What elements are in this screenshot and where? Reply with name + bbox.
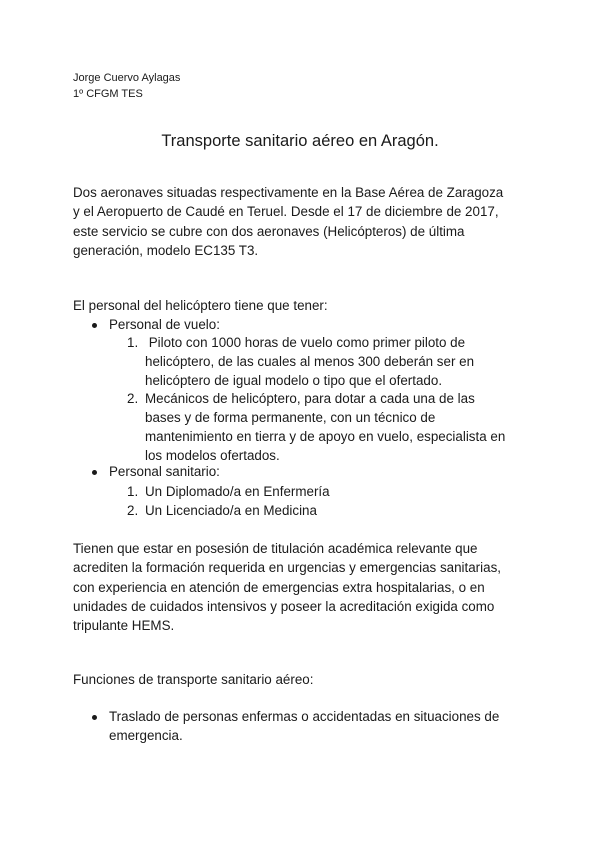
personnel-heading: El personal del helicóptero tiene que tener:: [73, 298, 328, 313]
page-title: Transporte sanitario aéreo en Aragón.: [161, 132, 439, 150]
qualification-line: con experiencia en atención de emergencias extra hospitalarias, o en: [73, 579, 485, 595]
function-item-line: Traslado de personas enfermas o accidentadas en situaciones de: [109, 709, 500, 724]
list-number: 1.: [127, 484, 139, 499]
list-item-line: Piloto con 1000 horas de vuelo como primer piloto de: [145, 335, 466, 350]
qualification-line: acrediten la formación requerida en urgencias y emergencias sanitarias,: [73, 560, 501, 576]
list-item-line: mantenimiento en tierra y de apoyo en vuelo, especialista en: [145, 429, 506, 444]
list-number: 2.: [127, 391, 139, 406]
functions-heading: Funciones de transporte sanitario aéreo:: [73, 672, 314, 687]
qualification-line: unidades de cuidados intensivos y poseer la acreditación exigida como: [73, 598, 495, 614]
qualification-line: tripulante HEMS.: [73, 618, 175, 634]
list-item-line: helicóptero, de las cuales al menos 300 deberán ser en: [145, 354, 475, 369]
flight-staff-label: Personal de vuelo:: [109, 317, 220, 332]
intro-line: Dos aeronaves situadas respectivamente en la Base Aérea de Zaragoza: [73, 185, 504, 200]
list-item: [145, 389, 505, 465]
qualification-line: Tienen que estar en posesión de titulación académica relevante que: [73, 541, 478, 556]
intro-line: este servicio se cubre con dos aeronaves (Helicópteros) de última: [73, 223, 465, 239]
list-number: 2.: [127, 503, 139, 518]
list-item-line: bases y de forma permanente, con un técnico de: [145, 410, 436, 425]
intro-line: y el Aeropuerto de Caudé en Teruel. Desde el 17 de diciembre de 2017,: [73, 204, 499, 220]
author-name: Jorge Cuervo Aylagas: [73, 72, 181, 84]
bullet-icon: [92, 715, 97, 720]
bullet-icon: [92, 323, 97, 328]
bullet-icon: [92, 470, 97, 475]
qualification-paragraph: [73, 539, 533, 635]
function-item-line: emergencia.: [109, 728, 183, 743]
intro-paragraph: [73, 183, 533, 260]
course-label: 1º CFGM TES: [73, 88, 143, 100]
intro-line: generación, modelo EC135 T3.: [73, 242, 259, 258]
list-item-line: helicóptero de igual modelo o tipo que el ofertado.: [145, 373, 443, 388]
list-item-line: los modelos ofertados.: [145, 448, 280, 463]
list-item: Un Diplomado/a en Enfermería: [145, 484, 330, 499]
list-item: [145, 333, 474, 390]
list-number: 1.: [127, 335, 139, 350]
list-item-line: Mecánicos de helicóptero, para dotar a cada una de las: [145, 391, 475, 406]
function-item: [109, 707, 499, 745]
medical-staff-label: Personal sanitario:: [109, 464, 220, 479]
list-item: Un Licenciado/a en Medicina: [145, 503, 317, 518]
